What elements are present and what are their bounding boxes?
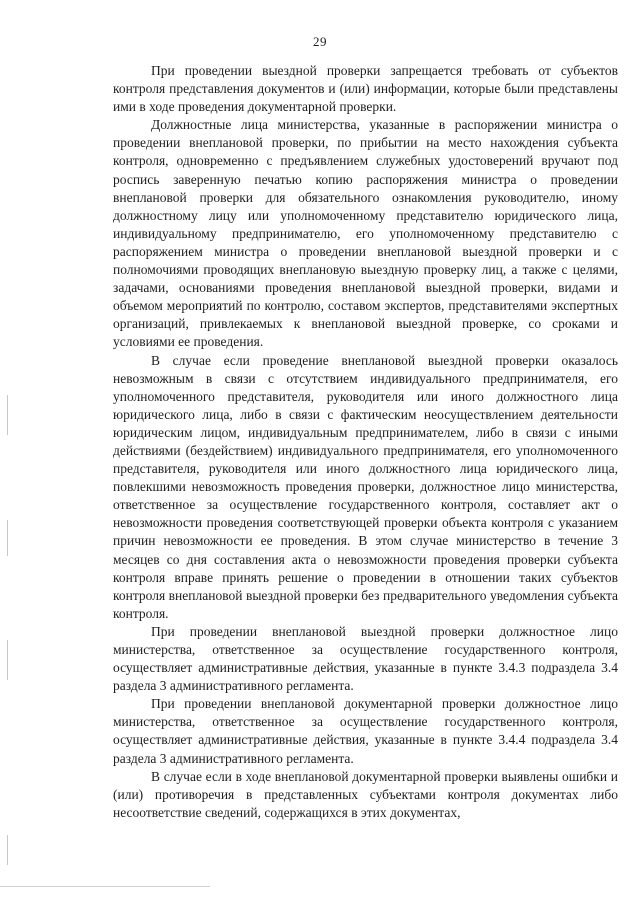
scan-edge-mark — [7, 395, 8, 435]
scan-edge-mark — [7, 835, 8, 865]
scan-bottom-edge — [0, 886, 210, 887]
paragraph-5: При проведении внеплановой документарной проверки должностное лицо министерства, ответственное за осуществление государственного контроля, осуществляет административные действия, указанные в пункте 3.4.4 подраздела 3.4 раздела 3 административного регламента. — [113, 696, 618, 766]
paragraph-3: В случае если проведение внеплановой выездной проверки оказалось невозможным в связи с отсутствием индивидуального предпринимателя, его уполномоченного представителя, руководителя или иного должностного лица юридического лица, либо в связи с фактическим неосуществлением деятельности юридическим лицом, индивидуальным предпринимателем, либо в связи с иными действиями (бездействием) индивидуального предпринимателя, его уполномоченного представителя, руководителя или иного должностного лица юридического лица, повлекшими невозможность проведения проверки, должностное лицо министерства, ответственное за осуществление государственного контроля, составляет акт о невозможности проведения соответствующей проверки объекта контроля с указанием причин невозможности ее проведения. В этом случае министерство в течение 3 месяцев со дня составления акта о невозможности проведения проверки субъекта контроля вправе принять решение о проведении в отношении таких субъектов контроля внеплановой выездной проверки без предварительного уведомления субъекта контроля. — [113, 352, 618, 621]
paragraph-6: В случае если в ходе внеплановой документарной проверки выявлены ошибки и (или) противоречия в представленных субъектами контроля документах либо несоответствие сведений, содержащихся в этих документах, — [113, 768, 618, 820]
paragraph-2: Должностные лица министерства, указанные в распоряжении министра о проведении внеплановой проверки, по прибытии на место нахождения субъекта контроля, одновременно с предъявлением служебных удостоверений вручают под роспись заверенную печатью копию распоряжения министра о проведении внеплановой проверки для обязательного ознакомления руководителю, иному должностному лицу или уполномоченному представителю юридического лица, индивидуальному предпринимателю, его уполномоченному представителю с распоряжением министра о проведении внеплановой выездной проверки и с полномочиями проводящих внеплановую выездную проверку лиц, а также с целями, задачами, основаниями проведения внеплановой выездной проверки, видами и объемом мероприятий по контролю, составом экспертов, представителями экспертных организаций, привлекаемых к внеплановой выездной проверке, со сроками и условиями ее проведения. — [113, 117, 618, 350]
page-number: 29 — [313, 34, 327, 49]
body-text — [113, 62, 618, 822]
scan-edge-mark — [7, 520, 8, 556]
paragraph-4: При проведении внеплановой выездной проверки должностное лицо министерства, ответственное за осуществление государственного контроля, осуществляет административные действия, указанные в пункте 3.4.3 подраздела 3.4 раздела 3 административного регламента. — [113, 623, 618, 694]
paragraph-1: При проведении выездной проверки запрещается требовать от субъектов контроля представления документов и (или) информации, которые были представлены ими в ходе проведения документарной проверки. — [113, 63, 618, 115]
scan-edge-mark — [7, 640, 8, 680]
